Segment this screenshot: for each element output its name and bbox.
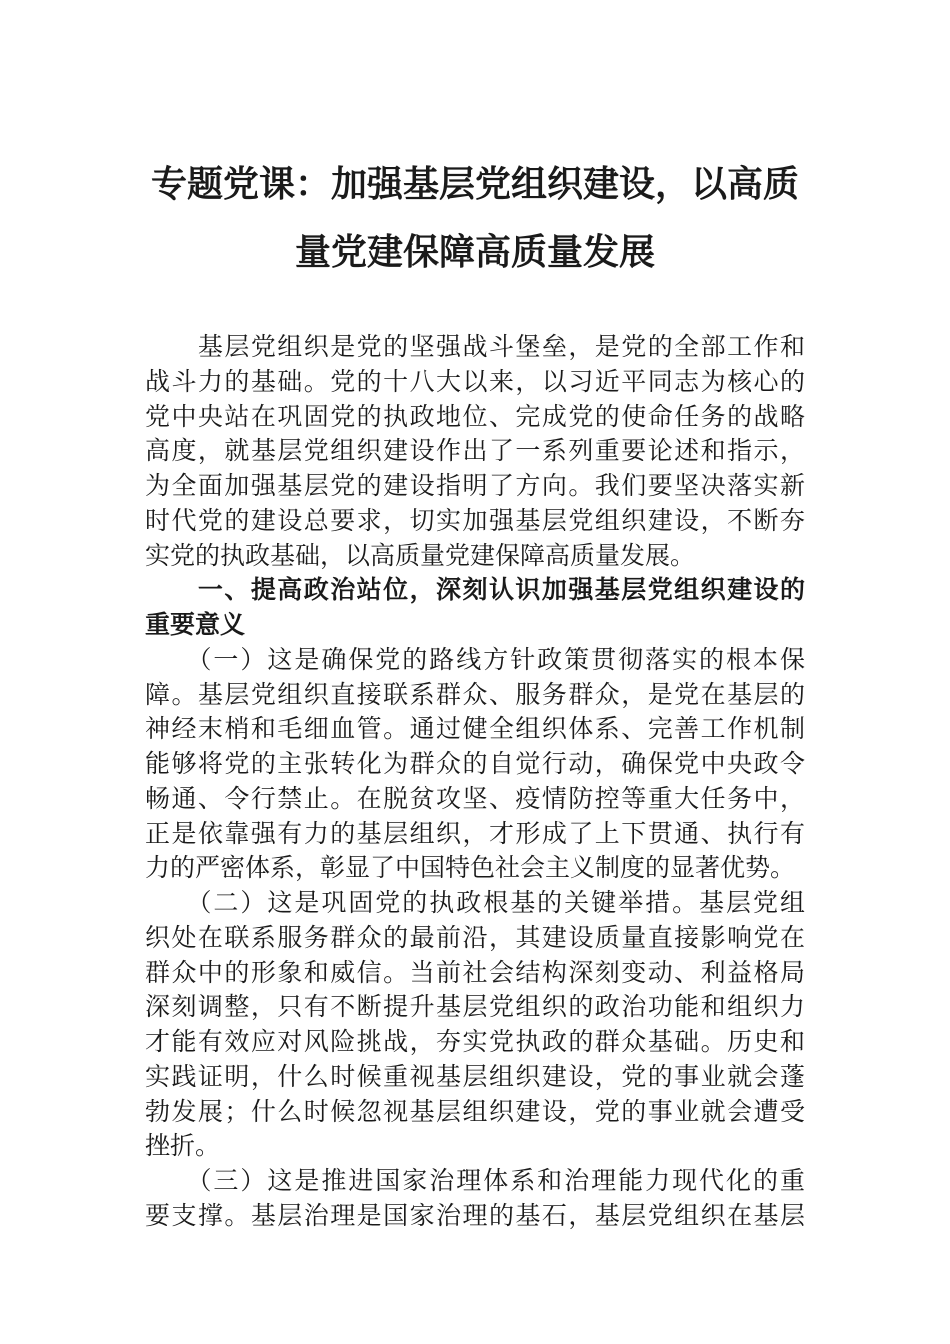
- text-line: （三）这是推进国家治理体系和治理能力现代化的重: [145, 1166, 805, 1195]
- text-line: 挫折。: [145, 1131, 221, 1161]
- heading-line: 重要意义: [145, 610, 246, 639]
- subsection-paragraph-3: [145, 1164, 805, 1234]
- section-heading-1: [145, 573, 805, 643]
- text-line: 深刻调整，只有不断提升基层党组织的政治功能和组织力: [145, 992, 805, 1022]
- text-line: （二）这是巩固党的执政根基的关键举措。基层党组: [145, 888, 805, 917]
- text-line: 高度，就基层党组织建设作出了一系列重要论述和指示，: [145, 436, 805, 466]
- text-line: 实党的执政基础，以高质量党建保障高质量发展。: [145, 540, 696, 570]
- text-line: 才能有效应对风险挑战，夯实党执政的群众基础。历史和: [145, 1027, 805, 1056]
- document-title-line-1: 专题党课：加强基层党组织建设，以高质: [150, 163, 799, 205]
- text-line: 障。基层党组织直接联系群众、服务群众，是党在基层的: [145, 679, 805, 709]
- text-line: （一）这是确保党的路线方针政策贯彻落实的根本保: [145, 644, 805, 674]
- text-line: 神经末梢和毛细血管。通过健全组织体系、完善工作机制: [145, 714, 805, 744]
- text-line: 正是依靠强有力的基层组织，才形成了上下贯通、执行有: [145, 818, 805, 848]
- text-line: 要支撑。基层治理是国家治理的基石，基层党组织在基层: [145, 1200, 805, 1230]
- document-title-line-2: 量党建保障高质量发展: [294, 231, 655, 273]
- text-line: 畅通、令行禁止。在脱贫攻坚、疫情防控等重大任务中，: [145, 783, 805, 813]
- text-line: 勃发展；什么时候忽视基层组织建设，党的事业就会遭受: [145, 1096, 805, 1126]
- subsection-paragraph-1: [145, 643, 805, 886]
- text-line: 能够将党的主张转化为群众的自觉行动，确保党中央政令: [145, 749, 805, 778]
- text-line: 战斗力的基础。党的十八大以来，以习近平同志为核心的: [145, 366, 805, 396]
- intro-paragraph: [145, 330, 805, 573]
- text-line: 为全面加强基层党的建设指明了方向。我们要坚决落实新: [145, 471, 805, 500]
- text-line: 实践证明，什么时候重视基层组织建设，党的事业就会蓬: [145, 1061, 805, 1091]
- text-line: 基层党组织是党的坚强战斗堡垒，是党的全部工作和: [145, 332, 805, 361]
- text-line: 党中央站在巩固党的执政地位、完成党的使命任务的战略: [145, 401, 805, 431]
- text-line: 力的严密体系，彰显了中国特色社会主义制度的显著优势。: [145, 853, 796, 883]
- text-line: 织处在联系服务群众的最前沿，其建设质量直接影响党在: [145, 922, 805, 952]
- text-line: 群众中的形象和威信。当前社会结构深刻变动、利益格局: [145, 957, 805, 987]
- subsection-paragraph-2: [145, 886, 805, 1164]
- document-body: [145, 330, 805, 1234]
- text-line: 时代党的建设总要求，切实加强基层党组织建设，不断夯: [145, 505, 805, 535]
- heading-line: 一、提高政治站位，深刻认识加强基层党组织建设的: [145, 575, 805, 605]
